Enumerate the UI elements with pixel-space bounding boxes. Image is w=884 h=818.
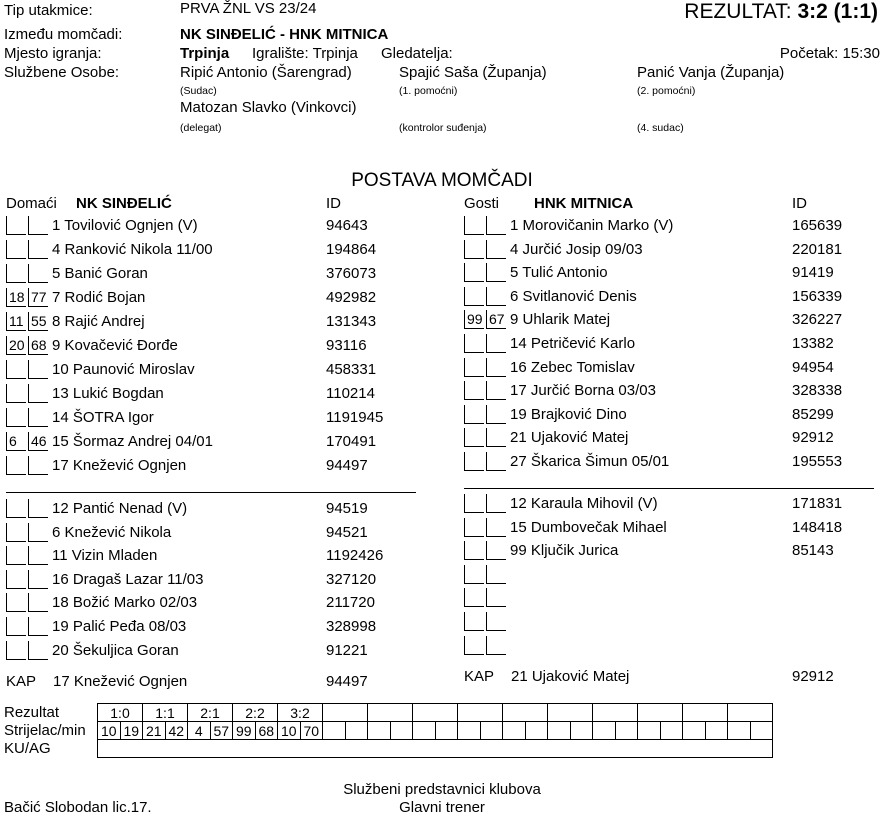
sub-minute-box [464,518,484,537]
scorer-minute-cell [345,722,368,740]
score-cell [638,704,683,722]
score-cell [728,704,773,722]
sub-minute-box: 11 [6,312,26,331]
score-cell: 2:2 [233,704,278,722]
scorer-minute-cell [570,722,593,740]
player-name: 11 Vizin Mladen [52,547,158,565]
player-name: 9 Uhlarik Matej [510,311,611,329]
score-cell: 2:1 [188,704,233,722]
home-id-header: ID [326,195,341,212]
sub-minute-box [464,240,484,259]
label-between-teams: Između momčadi: [4,26,123,43]
sub-minute-box: 68 [28,336,48,355]
sub-minute-box [28,456,48,475]
official-assistant1-role: (1. pomoćni) [399,85,458,97]
away-captain-id: 92912 [792,668,834,685]
sub-minute-box [464,541,484,560]
scorer-minute-cell: 99 [233,722,256,740]
official-reps-label: Službeni predstavnici klubova [343,781,541,798]
scorer-minute-cell [660,722,683,740]
scorer-minute-cell [548,722,571,740]
scorer-minute-cell: 10 [98,722,121,740]
sub-minute-box [486,636,506,655]
scorer-minute-cell: 10 [278,722,301,740]
sub-minute-box [6,456,26,475]
player-id: 148418 [792,518,843,536]
player-id: 85143 [792,542,834,560]
player-name: 19 Brajković Dino [510,405,627,423]
competition-name: PRVA ŽNL VS 23/24 [180,0,317,17]
sub-minute-box [6,523,26,542]
sub-minute-box [28,546,48,565]
score-cell: 3:2 [278,704,323,722]
official-assistant1-name: Spajić Saša (Županja) [399,64,547,81]
score-cell [323,704,368,722]
sub-minute-box [464,381,484,400]
result-header [684,0,878,24]
sub-minute-box [28,408,48,427]
lineup-title: POSTAVA MOMČADI [351,170,533,191]
score-cell [503,704,548,722]
sub-minute-box: 46 [28,432,48,451]
player-name: 15 Dumbovečak Mihael [510,518,667,536]
player-name: 1 Tovilović Ognjen (V) [52,217,198,234]
sub-minute-box [464,612,484,631]
home-captain-id: 94497 [326,673,368,690]
player-name: 20 Šekuljica Goran [52,641,179,659]
player-name: 99 Ključik Jurica [510,542,619,560]
player-id: 92912 [792,429,834,447]
sub-minute-box [486,541,506,560]
row-label-scorer: Strijelac/min [4,722,86,739]
scorer-minute-cell [435,722,458,740]
sub-minute-box: 18 [6,288,26,307]
sub-minute-box [486,381,506,400]
scorer-minute-cell: 21 [143,722,166,740]
scorer-minute-cell [705,722,728,740]
player-id: 211720 [326,594,375,612]
score-cell [413,704,458,722]
official-assistant2-role: (2. pomoćni) [637,85,696,97]
sub-minute-box [486,240,506,259]
scorer-minute-cell [368,722,391,740]
player-name: 14 Petričević Karlo [510,335,636,352]
scorer-minute-cell [413,722,436,740]
sub-minute-box [486,287,506,306]
home-subs-divider [6,492,416,493]
player-id: 1192426 [326,547,384,565]
player-name: 5 Tulić Antonio [510,264,608,282]
player-id: 195553 [792,453,843,470]
player-name: 8 Rajić Andrej [52,313,145,330]
player-id: 94497 [326,457,368,474]
player-id: 91221 [326,641,368,659]
official-controller-role: (kontrolor suđenja) [399,122,487,134]
sub-minute-box [464,405,484,424]
player-id: 326227 [792,311,843,329]
sub-minute-box [28,641,48,660]
home-captain: 17 Knežević Ognjen [53,673,188,690]
player-id: 458331 [326,361,377,378]
home-captain-label: KAP [6,673,37,690]
sub-minute-box [464,358,484,377]
sub-minute-box [28,617,48,636]
row-label-cards: KU/AG [4,740,51,757]
sub-minute-box [28,523,48,542]
official-assistant2-name: Panić Vanja (Županja) [637,64,785,81]
score-cell [368,704,413,722]
player-id: 156339 [792,287,843,305]
sub-minute-box [6,240,26,259]
sub-minute-box [486,452,506,471]
sub-minute-box [486,405,506,424]
sub-minute-box [28,360,48,379]
sub-minute-box [464,636,484,655]
official-delegate-name: Matozan Slavko (Vinkovci) [180,99,357,116]
kickoff-time: Početak: 15:30 [779,45,880,62]
sub-minute-box [486,565,506,584]
score-cell: 1:1 [143,704,188,722]
sub-minute-box [464,287,484,306]
sub-minute-box [28,384,48,403]
player-name: 6 Svitlanović Denis [510,287,637,305]
sub-minute-box [6,617,26,636]
player-id: 94954 [792,358,834,376]
sub-minute-box: 20 [6,336,26,355]
official-fourth-role: (4. sudac) [637,122,684,134]
player-name: 10 Paunović Miroslav [52,361,195,378]
scorer-minute-cell: 68 [255,722,278,740]
scorer-minute-cell: 70 [300,722,323,740]
result-value: 3:2 (1:1) [797,0,878,23]
sub-minute-box [6,216,26,235]
player-name: 18 Božić Marko 02/03 [52,594,198,612]
home-label: Domaći [6,195,57,212]
official-referee-role: (Sudac) [180,85,217,97]
home-team-name: NK SINĐELIĆ [76,195,172,212]
sub-minute-box [28,264,48,283]
sub-minute-box [464,216,484,235]
away-label: Gosti [464,195,500,212]
player-id: 194864 [326,241,377,258]
sub-minute-box [6,360,26,379]
sub-minute-box [6,499,26,518]
player-name: 12 Karaula Mihovil (V) [510,495,658,512]
sub-minute-box: 77 [28,288,48,307]
player-name: 5 Banić Goran [52,265,148,282]
away-team-name: HNK MITNICA [534,195,634,212]
scorer-minute-cell [390,722,413,740]
player-id: 131343 [326,313,377,330]
player-name: 6 Knežević Nikola [52,523,172,541]
scorer-minute-cell: 4 [188,722,211,740]
player-name: 17 Knežević Ognjen [52,457,187,474]
player-name: 4 Ranković Nikola 11/00 [52,241,213,258]
player-id: 327120 [326,570,377,588]
sub-minute-box [486,334,506,353]
player-name: 9 Kovačević Đorđe [52,337,178,354]
scorer-minute-cell [593,722,616,740]
player-name: 14 ŠOTRA Igor [52,409,154,426]
cards-cell [98,740,773,758]
sub-minute-box: 99 [464,310,484,329]
sub-minute-box: 67 [486,310,506,329]
player-id: 171831 [792,495,843,512]
player-name: 16 Dragaš Lazar 11/03 [52,570,204,588]
sub-minute-box [486,428,506,447]
score-cell [458,704,503,722]
sub-minute-box [6,408,26,427]
player-name: 13 Lukić Bogdan [52,385,164,402]
coach-name: Bačić Slobodan lic.17. [4,799,152,816]
sub-minute-box [6,264,26,283]
player-id: 328338 [792,382,843,400]
scorer-minute-cell: 42 [165,722,188,740]
player-name: 27 Škarica Šimun 05/01 [510,453,670,470]
official-delegate-role: (delegat) [180,122,222,134]
scorer-minute-cell: 57 [210,722,233,740]
spectators-label: Gledatelja: [381,45,453,62]
official-referee-name: Ripić Antonio (Šarengrad) [180,64,352,81]
pitch-name: Igralište: Trpinja [252,45,358,62]
sub-minute-box [28,240,48,259]
player-id: 165639 [792,217,843,234]
sub-minute-box [486,358,506,377]
scorer-minute-cell [525,722,548,740]
sub-minute-box [28,499,48,518]
player-id: 94521 [326,523,368,541]
score-cell [548,704,593,722]
sub-minute-box [486,494,506,513]
away-captain-label: KAP [464,668,495,685]
scorer-minute-cell [750,722,773,740]
player-name: 19 Palić Peđa 08/03 [52,618,187,635]
player-id: 13382 [792,335,834,352]
scorer-minute-cell [480,722,503,740]
player-id: 85299 [792,405,834,423]
scorer-minute-cell [503,722,526,740]
player-id: 328998 [326,618,377,635]
away-captain: 21 Ujaković Matej [511,668,630,685]
result-label: REZULTAT: [684,0,792,23]
player-name: 16 Zebec Tomislav [510,358,635,376]
sub-minute-box [486,612,506,631]
sub-minute-box [486,518,506,537]
scorer-minute-cell [323,722,346,740]
player-id: 91419 [792,264,834,282]
sub-minute-box [28,216,48,235]
match-teams: NK SINĐELIĆ - HNK MITNICA [180,26,389,43]
sub-minute-box [28,593,48,612]
player-name: 21 Ujaković Matej [510,429,629,447]
player-name: 12 Pantić Nenad (V) [52,500,188,517]
player-id: 1191945 [326,409,384,426]
score-cell [593,704,638,722]
player-name: 4 Jurčić Josip 09/03 [510,240,643,258]
player-id: 220181 [792,240,843,258]
sub-minute-box [6,546,26,565]
player-id: 94519 [326,500,368,517]
sub-minute-box: 55 [28,312,48,331]
label-venue: Mjesto igranja: [4,45,102,62]
sub-minute-box [464,428,484,447]
sub-minute-box [6,593,26,612]
sub-minute-box [6,641,26,660]
venue-name: Trpinja [180,45,230,62]
sub-minute-box [486,588,506,607]
label-officials: Službene Osobe: [4,64,120,81]
sub-minute-box [464,263,484,282]
player-id: 170491 [326,433,377,450]
scorer-minute-cell [615,722,638,740]
player-id: 110214 [326,385,375,402]
sub-minute-box [464,494,484,513]
sub-minute-box [6,570,26,589]
sub-minute-box [464,452,484,471]
sub-minute-box: 6 [6,432,26,451]
sub-minute-box [464,588,484,607]
away-subs-divider [464,488,874,489]
sub-minute-box [464,334,484,353]
head-coach-label: Glavni trener [399,799,485,816]
player-name: 7 Rodić Bojan [52,289,146,306]
score-cell: 1:0 [98,704,143,722]
sub-minute-box [486,216,506,235]
player-name: 1 Morovičanin Marko (V) [510,217,674,234]
sub-minute-box [486,263,506,282]
player-id: 492982 [326,289,377,306]
label-match-type: Tip utakmice: [4,2,93,19]
scorer-minute-cell: 19 [120,722,143,740]
away-id-header: ID [792,195,807,212]
row-label-result: Rezultat [4,704,60,721]
player-id: 376073 [326,265,377,282]
player-id: 93116 [326,337,367,354]
scorer-minute-cell [638,722,661,740]
scorer-minute-cell [458,722,481,740]
scorer-minute-cell [683,722,706,740]
player-name: 15 Šormaz Andrej 04/01 [52,433,213,450]
scorer-minute-cell [728,722,751,740]
sub-minute-box [6,384,26,403]
player-name: 17 Jurčić Borna 03/03 [510,382,656,400]
sub-minute-box [28,570,48,589]
sub-minute-box [464,565,484,584]
player-id: 94643 [326,217,368,234]
score-cell [683,704,728,722]
results-grid [97,703,773,758]
